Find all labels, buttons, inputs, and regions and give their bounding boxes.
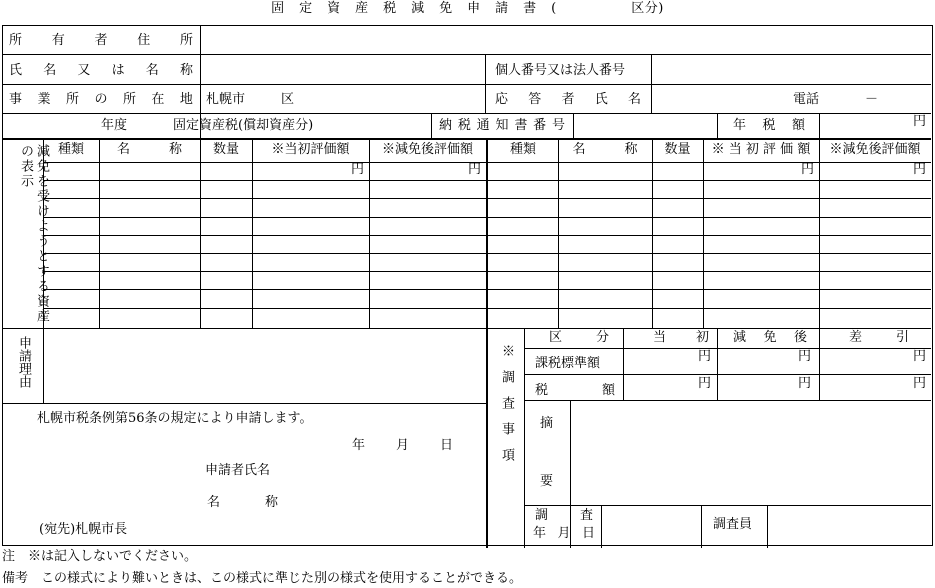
asset-cell[interactable] <box>653 218 702 234</box>
asset-cell[interactable] <box>201 199 251 215</box>
asset-cell[interactable] <box>253 163 368 179</box>
surveyor-label: 調査員 <box>713 517 753 532</box>
asset-cell[interactable] <box>489 199 557 215</box>
asset-cell[interactable] <box>489 236 557 252</box>
survey-header-category: 区 分 <box>549 330 609 345</box>
remarks-label-2: 要 <box>540 474 554 489</box>
asset-cell[interactable] <box>370 254 485 270</box>
asset-cell[interactable] <box>559 181 651 197</box>
phone-dash: － <box>865 92 879 107</box>
asset-cell[interactable] <box>820 309 930 325</box>
survey-header-after: 減 免 後 <box>733 330 807 345</box>
addressee: (宛先)札幌市長 <box>39 522 128 537</box>
asset-cell[interactable] <box>704 163 818 179</box>
office-city: 札幌市 <box>206 92 246 107</box>
asset-cell[interactable] <box>559 254 651 270</box>
asset-cell[interactable] <box>653 254 702 270</box>
name-field[interactable] <box>203 56 483 82</box>
asset-cell[interactable] <box>253 290 368 306</box>
asset-cell[interactable] <box>201 290 251 306</box>
asset-cell[interactable] <box>44 199 98 215</box>
owner-address-label: 所 有 者 住 所 <box>9 33 193 48</box>
asset-cell[interactable] <box>44 272 98 288</box>
asset-column-header: 種類 <box>57 142 84 157</box>
date-day: 日 <box>440 438 454 453</box>
yen-mark: 円 <box>913 349 927 364</box>
asset-column-header: 数量 <box>212 142 239 157</box>
asset-cell[interactable] <box>370 181 485 197</box>
asset-cell[interactable] <box>559 290 651 306</box>
asset-cell[interactable] <box>820 272 930 288</box>
asset-cell[interactable] <box>100 181 199 197</box>
asset-cell[interactable] <box>559 163 651 179</box>
asset-cell[interactable] <box>201 309 251 325</box>
asset-cell[interactable] <box>100 199 199 215</box>
reason-field[interactable] <box>46 331 484 401</box>
phone-label: 電話 <box>793 92 820 107</box>
asset-column-header: 名 称 <box>116 142 182 157</box>
yen-mark: 円 <box>801 162 815 177</box>
asset-cell[interactable] <box>370 309 485 325</box>
asset-cell[interactable] <box>201 254 251 270</box>
asset-cell[interactable] <box>44 290 98 306</box>
asset-cell[interactable] <box>370 163 485 179</box>
asset-column-header: 種類 <box>509 142 536 157</box>
asset-cell[interactable] <box>559 309 651 325</box>
asset-cell[interactable] <box>44 309 98 325</box>
asset-cell[interactable] <box>253 218 368 234</box>
asset-cell[interactable] <box>653 181 702 197</box>
asset-column-header: 数量 <box>664 142 691 157</box>
asset-cell[interactable] <box>820 181 930 197</box>
asset-cell[interactable] <box>100 163 199 179</box>
tax-type: 固定資産税(償却資産分) <box>173 118 314 133</box>
asset-cell[interactable] <box>489 163 557 179</box>
asset-column-header: 名 称 <box>572 142 638 157</box>
asset-column-header: ※当初評価額 <box>271 142 350 157</box>
asset-cell[interactable] <box>559 272 651 288</box>
application-form <box>2 25 933 546</box>
asset-cell[interactable] <box>253 254 368 270</box>
asset-cell[interactable] <box>489 309 557 325</box>
office-location-label: 事 業 所 の 所 在 地 <box>9 92 193 107</box>
asset-cell[interactable] <box>253 199 368 215</box>
notice-number-label: 納 税 通 知 書 番 号 <box>439 118 565 133</box>
asset-cell[interactable] <box>653 199 702 215</box>
asset-cell[interactable] <box>44 218 98 234</box>
asset-column-header: ※ 当 初 評 価 額 <box>711 142 811 157</box>
asset-cell[interactable] <box>820 199 930 215</box>
asset-cell[interactable] <box>559 199 651 215</box>
asset-cell[interactable] <box>100 254 199 270</box>
asset-cell[interactable] <box>489 254 557 270</box>
asset-cell[interactable] <box>704 181 818 197</box>
asset-cell[interactable] <box>820 218 930 234</box>
responder-label: 応 答 者 氏 名 <box>495 92 641 107</box>
asset-cell[interactable] <box>704 254 818 270</box>
remark-note: 備考 この様式により難いときは、この様式に準じた別の様式を使用することができる。 <box>2 571 523 586</box>
asset-cell[interactable] <box>100 272 199 288</box>
asset-cell[interactable] <box>489 290 557 306</box>
asset-cell[interactable] <box>704 199 818 215</box>
id-number-label: 個人番号又は法人番号 <box>495 63 626 78</box>
asset-cell[interactable] <box>559 218 651 234</box>
asset-cell[interactable] <box>100 290 199 306</box>
name-label: 氏 名 又 は 名 称 <box>9 63 193 78</box>
fiscal-year-label: 年度 <box>101 118 128 133</box>
asset-cell[interactable] <box>820 290 930 306</box>
asset-cell[interactable] <box>704 290 818 306</box>
survey-header-diff: 差 引 <box>849 330 909 345</box>
remarks-field[interactable] <box>573 403 929 503</box>
date-month: 月 <box>396 438 410 453</box>
yen-mark: 円 <box>913 162 927 177</box>
id-number-field[interactable] <box>654 56 929 82</box>
yen-mark: 円 <box>698 349 712 364</box>
asset-cell[interactable] <box>201 163 251 179</box>
asset-cell[interactable] <box>253 181 368 197</box>
asset-cell[interactable] <box>201 218 251 234</box>
asset-cell[interactable] <box>253 272 368 288</box>
asset-cell[interactable] <box>44 254 98 270</box>
asset-cell[interactable] <box>370 199 485 215</box>
footnote: 注 ※は記入しないでください。 <box>2 549 198 564</box>
asset-cell[interactable] <box>100 236 199 252</box>
asset-cell[interactable] <box>704 236 818 252</box>
asset-cell[interactable] <box>653 290 702 306</box>
asset-column-header: ※減免後評価額 <box>381 142 473 157</box>
yen-mark: 円 <box>798 376 812 391</box>
survey-date-label-1: 調 査 <box>535 508 593 523</box>
declaration-statement: 札幌市税条例第56条の規定により申請します。 <box>37 411 313 426</box>
reason-label: 申請理由 <box>16 336 31 388</box>
title-name-label-1: 名 <box>207 495 221 510</box>
yen-mark: 円 <box>913 376 927 391</box>
asset-cell[interactable] <box>653 309 702 325</box>
asset-cell[interactable] <box>489 181 557 197</box>
asset-cell[interactable] <box>44 163 98 179</box>
title-name-label-2: 称 <box>265 495 279 510</box>
asset-column-header: ※減免後評価額 <box>829 142 921 157</box>
asset-cell[interactable] <box>370 218 485 234</box>
asset-cell[interactable] <box>704 272 818 288</box>
asset-cell[interactable] <box>201 236 251 252</box>
survey-date-label-2: 年 月 日 <box>533 526 595 541</box>
asset-cell[interactable] <box>100 309 199 325</box>
asset-cell[interactable] <box>489 272 557 288</box>
asset-cell[interactable] <box>253 236 368 252</box>
annual-tax-label: 年 税 額 <box>733 118 805 133</box>
asset-cell[interactable] <box>201 272 251 288</box>
asset-cell[interactable] <box>370 236 485 252</box>
asset-cell[interactable] <box>44 236 98 252</box>
yen-mark: 円 <box>698 376 712 391</box>
remarks-label-1: 摘 <box>540 416 554 431</box>
asset-cell[interactable] <box>653 272 702 288</box>
survey-header-initial: 当 初 <box>653 330 709 345</box>
asset-cell[interactable] <box>489 218 557 234</box>
applicant-name-label: 申請者氏名 <box>205 463 271 478</box>
asset-cell[interactable] <box>44 181 98 197</box>
asset-section-label: 減免を受けようとする資産の表示 <box>18 144 49 324</box>
asset-cell[interactable] <box>820 236 930 252</box>
asset-cell[interactable] <box>704 309 818 325</box>
survey-row-tax-amount: 税 額 <box>535 383 615 398</box>
yen-mark: 円 <box>351 162 365 177</box>
office-ward: 区 <box>281 92 295 107</box>
form-title: 固定資産税減免申請書( 区分) <box>271 1 664 16</box>
asset-cell[interactable] <box>559 236 651 252</box>
asset-cell[interactable] <box>820 163 930 179</box>
yen-mark: 円 <box>798 349 812 364</box>
asset-cell[interactable] <box>370 272 485 288</box>
asset-cell[interactable] <box>100 218 199 234</box>
annual-tax-yen: 円 <box>913 114 927 129</box>
asset-cell[interactable] <box>704 218 818 234</box>
asset-cell[interactable] <box>820 254 930 270</box>
yen-mark: 円 <box>468 162 482 177</box>
survey-row-tax-base: 課税標準額 <box>535 356 601 371</box>
asset-cell[interactable] <box>653 236 702 252</box>
asset-cell[interactable] <box>201 181 251 197</box>
asset-cell[interactable] <box>370 290 485 306</box>
asset-cell[interactable] <box>653 163 702 179</box>
date-year: 年 <box>352 438 366 453</box>
survey-label: ※調査事項 <box>499 344 514 474</box>
asset-cell[interactable] <box>253 309 368 325</box>
owner-address-field[interactable] <box>203 28 928 52</box>
